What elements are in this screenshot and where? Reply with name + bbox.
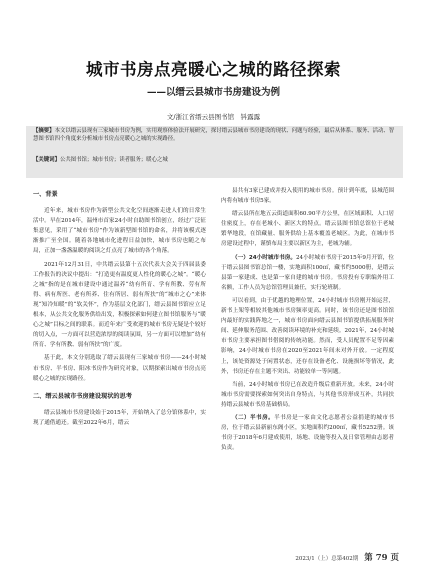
keywords xyxy=(33,155,395,163)
subsection-heading: （二）半书房。 xyxy=(232,414,275,421)
page-number: 第 79 页 xyxy=(364,553,399,563)
paragraph: 近年来，城市书房作为新型公共文化空间逐渐走进人们的日常生活中。早在2014年，温州市首家24小时自助图书馆创立，经过广泛征集意见，采用了“城市书房”作为该新型图书馆的命名，并将该模式逐渐推广至全国。随着各地城市化进程日益加快，城市书房也随之布局，正加一盏盏温暖的阅读之灯点亮了城市的各个角落。 xyxy=(33,208,206,255)
article-subtitle: ——以缙云县城市书房建设为例 xyxy=(146,87,280,98)
article-title: 城市书房点亮暖心之城的路径探索 xyxy=(86,60,341,79)
paragraph: 缙云县所在地五云街道面积60.90平方公里，在区域面积、人口居住密度上，存在老城小、新区大的特点。缙云县图书馆总馆位于老城繁华地段，在馆藏量、服务供给上基本覆盖老城区。为此，在城市书房建设过程中，谨慎布局主要以新区为主，老城为辅。 xyxy=(221,211,394,248)
paragraph-text: 半书房是一家由文化志愿者公益捐建的城市书房，位于缙云县新丽东阁小区，实地面积约200㎡，藏书5252册。该书房于2018年6月建成使用，场地、设施等投入及日常管理由志愿者负责。 xyxy=(221,414,394,452)
keywords-text: 公共图书馆；城市书房；读者服务；暖心之城 xyxy=(59,157,168,163)
abstract-text: 本文以缙云县现有三家城市书房为例，实用观察体验法开展研究，探讨缙云县城市书房建设的现状、问题与经验，最后从体系、服务、活动、智慧图书馆四个角度来分析城市书房点亮暖心之城的实现路径。 xyxy=(33,128,395,142)
subsection-heading: （一）24小时城市书房。 xyxy=(232,254,296,261)
paragraph: 缙云县城市书房建设始于2015年，开始纳入了总分馆体系中，实现了通借通还。截至2022年6月，缙云 xyxy=(33,409,206,426)
paragraph xyxy=(221,413,394,453)
paragraph: 可以看到，由于优越的地理位置，24小时城市书房刚开始运营，新书上架等相较其他城市书房频率更高。同时，该书房还是图书馆馆内最好的实践阵地之一，城市书房面向缙云县图书馆提供拓展服务时间、延伸服务范围、改善阅读环境的补充和延续。2021年，24小时城市书房主要承担图书借阅的传统功能。然而，受人员配置不足等因素影响，24小时城市书房在2020至2021年间未对外开放。一定程度上，该处资源处于闲置状态，还存在设备老化、设施损坏等情况，此外，书房还存在主题不突出、功能较单一等问题。 xyxy=(221,297,394,375)
paragraph: 当前，24小时城市书房已在改造升级后重新开放。未来，24小时城市书房需要探索如何突出自身特点，与其他书房形成互补，共同扶持缙云县城市书房基础格局。 xyxy=(221,381,394,408)
paragraph: 县共有3家已建成并投入使用的城市书房。预计到年底，县城范围内将有城市书房5家。 xyxy=(221,188,394,205)
keywords-label: 【关键词】 xyxy=(33,157,60,163)
abstract xyxy=(33,128,395,144)
paragraph-text: 24小时城市书房于2015年9月开馆，位于缙云县图书馆总馆一楼，实地面积100㎡，藏书约5000册，是缙云县第一家建成、也是第一家自建的城市书房。书房投有专职编外用工名额，工作人员为总馆管理员兼任，实行轮班制。 xyxy=(221,254,394,291)
issue-info: 2023/1（上）总第402期 xyxy=(295,556,359,562)
paragraph xyxy=(221,253,394,293)
section-heading: 二、缙云县城市书房建设现状的思考 xyxy=(33,392,132,400)
abstract-label: 【摘要】 xyxy=(33,128,55,134)
section-heading: 一、背景 xyxy=(33,191,58,198)
paragraph: 2021年12月31日，中共缙云县第十五次代表大会关于四届县委工作报告的决议中提出：“打造更有温度更人性化的暖心之城”。“暖心之城”指的是在城市建设中通过温养“幼有所育、学有所教、劳有所得、病有所医、老有所养、住有所居、弱有所扶”的“城市之心”来体现“知冷知暖”的“软关怀”，作为基层文化部门，缙云县图书馆应立足根本，从公共文化服务供给出发，积极探索如何建立图书馆服务与“暖心之城”目标之间的联系。而近年来广受欢迎的城市书房无疑是个较好的切入点，一方面可以营造浓厚的阅读氛围，另一方面可以增加“幼有所育、学有所教、弱有所扶”的广度。 xyxy=(33,261,206,349)
paragraph: 基于此，本文分别选取了缙云县现有三家城市书房——24小时城市书房、半书房、阳冰书房作为研究对象，以期探索出城市书房点亮暖心之城的实现路径。 xyxy=(33,355,206,382)
author-line: 文/浙江省缙云县图书馆 钭露露 xyxy=(166,113,261,121)
left-column xyxy=(33,186,206,431)
right-column xyxy=(221,186,394,456)
page-footer xyxy=(229,551,399,563)
